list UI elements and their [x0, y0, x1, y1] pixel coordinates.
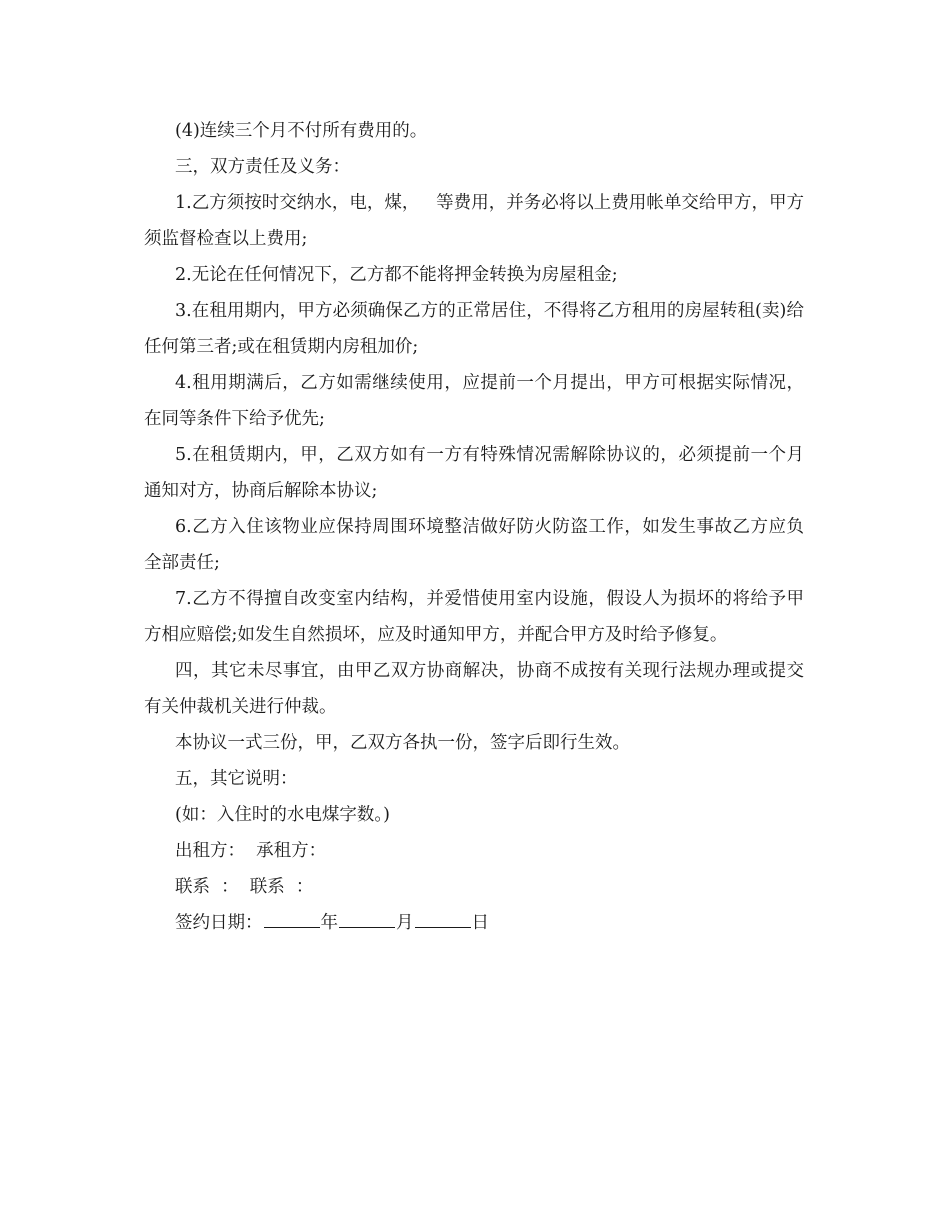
contact-line: 联系 ： 联系 ：: [175, 877, 314, 897]
month-label: 月: [396, 913, 414, 933]
copies-statement: 本协议一式三份，甲，乙双方各执一份，签字后即行生效。: [175, 733, 630, 753]
day-label: 日: [471, 913, 489, 933]
document-body: [144, 113, 804, 941]
parties-line: 出租方： 承租方：: [175, 841, 327, 861]
section-3-heading: 三，双方责任及义务：: [175, 157, 350, 177]
clause-4-arrears: (4)连续三个月不付所有费用的。: [175, 121, 428, 141]
clause-termination: 5.在租赁期内，甲，乙双方如有一方有特殊情况需解除协议的，必须提前一个月通知对方，协商后解除本协议;: [144, 445, 804, 501]
clause-deposit: 2.无论在任何情况下，乙方都不能将押金转换为房屋租金;: [175, 265, 618, 285]
notes-example: (如：入住时的水电煤字数。): [175, 805, 390, 825]
year-label: 年: [320, 913, 338, 933]
clause-sublet: 3.在租用期内，甲方必须确保乙方的正常居住，不得将乙方租用的房屋转租(卖)给任何第三者;或在租赁期内房租加价;: [144, 301, 804, 357]
clause-renewal: 4.租用期满后，乙方如需继续使用，应提前一个月提出，甲方可根据实际情况，在同等条件下给予优先;: [144, 373, 804, 429]
day-blank: [415, 909, 471, 928]
clause-utilities: 1.乙方须按时交纳水，电，煤， 等费用，并务必将以上费用帐单交给甲方，甲方须监督检查以上费用;: [144, 193, 804, 249]
year-blank: [264, 909, 320, 928]
signing-date-line: [144, 905, 804, 941]
section-4-disputes: 四，其它未尽事宜，由甲乙双方协商解决，协商不成按有关现行法规办理或提交有关仲裁机关进行仲裁。: [144, 661, 804, 717]
section-5-heading: 五，其它说明：: [175, 769, 298, 789]
clause-alterations: 7.乙方不得擅自改变室内结构，并爱惜使用室内设施，假设人为损坏的将给予甲方相应赔偿;如发生自然损坏，应及时通知甲方，并配合甲方及时给予修复。: [144, 589, 804, 645]
signing-date-label: 签约日期：: [175, 913, 263, 933]
clause-safety: 6.乙方入住该物业应保持周围环境整洁做好防火防盗工作，如发生事故乙方应负全部责任;: [144, 517, 804, 573]
month-blank: [339, 909, 395, 928]
